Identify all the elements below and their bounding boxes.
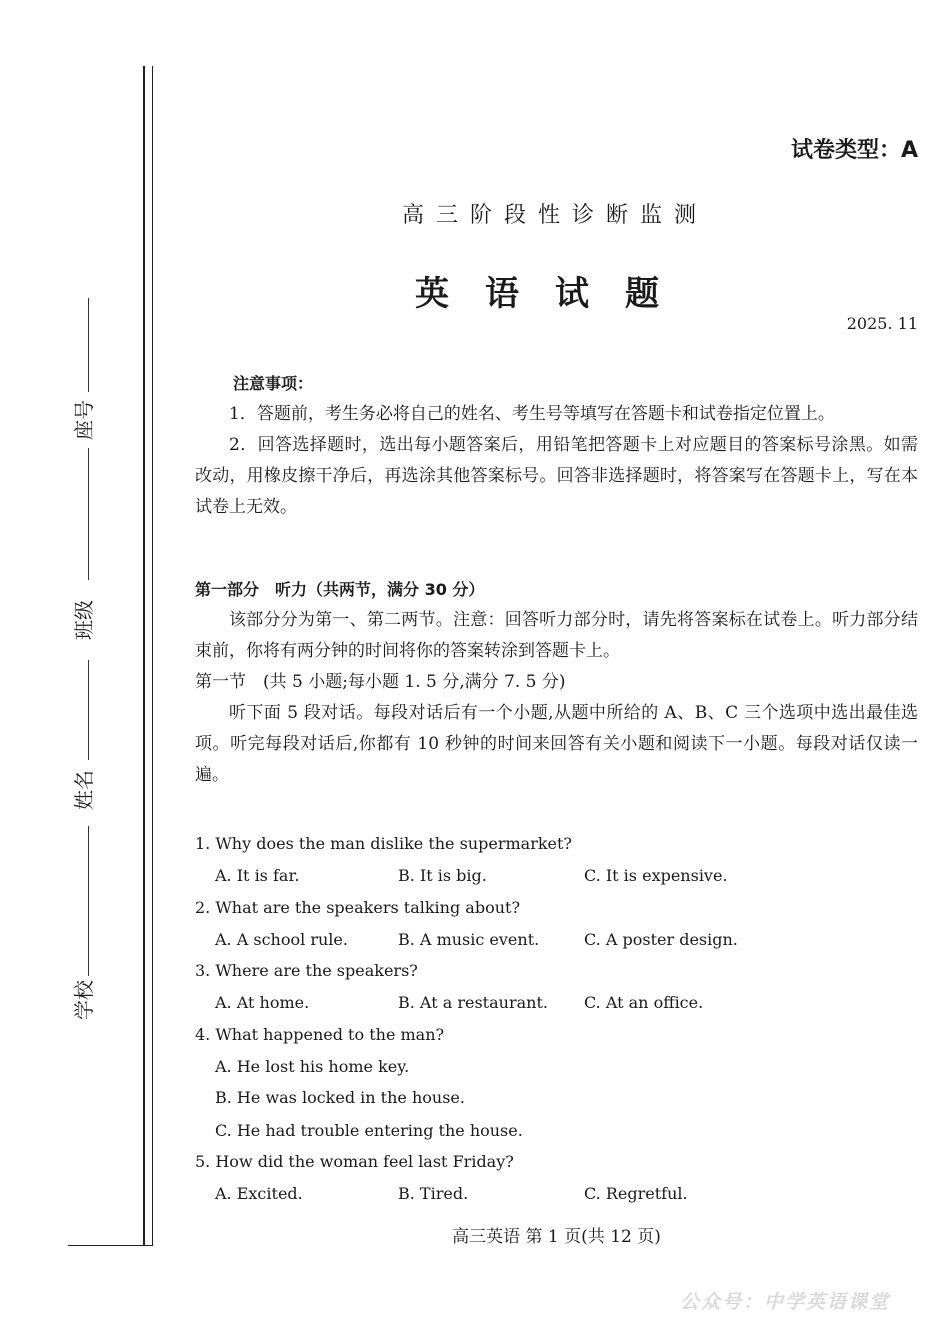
q3-option-a: A. At home. <box>215 993 310 1012</box>
watermark: 公众号：中学英语课堂 <box>679 1291 890 1313</box>
section1-intro: 听下面 5 段对话。每段对话后有一个小题,从题中所给的 A、B、C 三个选项中选出最佳选项。听完每段对话后,你都有 10 秒钟的时间来回答有关小题和阅读下一小题。每段对话仅读一遍。 <box>195 703 918 785</box>
page-footer: 高三英语 第 1 页(共 12 页) <box>452 1227 661 1247</box>
q1-option-a: A. It is far. <box>215 866 300 885</box>
class-fill-line <box>88 448 89 580</box>
q2-option-b: B. A music event. <box>398 930 540 949</box>
part1-intro: 该部分分为第一、第二两节。注意：回答听力部分时，请先将答案标在试卷上。听力部分结束前，你将有两分钟的时间将你的答案转涂到答题卡上。 <box>195 610 918 661</box>
q4-option-a: A. He lost his home key. <box>215 1057 410 1076</box>
school-fill-line <box>88 826 89 976</box>
name-label: 姓名 <box>72 770 96 810</box>
question-3: 3. Where are the speakers? <box>195 961 418 980</box>
notice-item-2: 2．回答选择题时，选出每小题答案后，用铅笔把答题卡上对应题目的答案标号涂黑。如需改动，用橡皮擦干净后，再选涂其他答案标号。回答非选择题时，将答案写在答题卡上，写在本试卷上无效。 <box>195 435 918 517</box>
binding-line-thin <box>152 66 153 1246</box>
q5-option-c: C. Regretful. <box>584 1184 688 1203</box>
paper-type: 试卷类型：A <box>790 138 918 163</box>
notice-heading: 注意事项： <box>233 374 314 393</box>
q5-option-a: A. Excited. <box>215 1184 303 1203</box>
exam-subtitle: 高三阶段性诊断监测 <box>401 203 708 228</box>
question-1: 1. Why does the man dislike the supermarket? <box>195 834 573 853</box>
seat-label: 座号 <box>72 400 96 440</box>
name-fill-line <box>88 660 89 760</box>
notice-item-1: 1．答题前，考生务必将自己的姓名、考生号等填写在答题卡和试卷指定位置上。 <box>229 404 835 424</box>
binding-line-thick <box>143 66 145 1246</box>
q1-option-c: C. It is expensive. <box>584 866 728 885</box>
q3-option-c: C. At an office. <box>584 993 704 1012</box>
q1-option-b: B. It is big. <box>398 866 487 885</box>
school-label: 学校 <box>72 980 96 1020</box>
part1-heading: 第一部分 听力（共两节，满分 30 分） <box>195 580 485 599</box>
question-4: 4. What happened to the man? <box>195 1025 445 1044</box>
q2-option-c: C. A poster design. <box>584 930 738 949</box>
question-2: 2. What are the speakers talking about? <box>195 898 521 917</box>
exam-title: 英语试题 <box>415 274 695 314</box>
q4-option-b: B. He was locked in the house. <box>215 1088 465 1107</box>
question-5: 5. How did the woman feel last Friday? <box>195 1152 514 1171</box>
q5-option-b: B. Tired. <box>398 1184 469 1203</box>
q2-option-a: A. A school rule. <box>215 930 348 949</box>
class-label: 班级 <box>72 600 96 640</box>
q3-option-b: B. At a restaurant. <box>398 993 548 1012</box>
part1-block <box>195 574 918 791</box>
section1-heading: 第一节 (共 5 小题;每小题 1. 5 分,满分 7. 5 分) <box>195 672 566 692</box>
exam-date: 2025. 11 <box>846 314 918 333</box>
binding-line-bottom <box>68 1245 152 1246</box>
notice-block <box>195 368 918 523</box>
q4-option-c: C. He had trouble entering the house. <box>215 1121 523 1140</box>
seat-fill-line <box>88 298 89 392</box>
